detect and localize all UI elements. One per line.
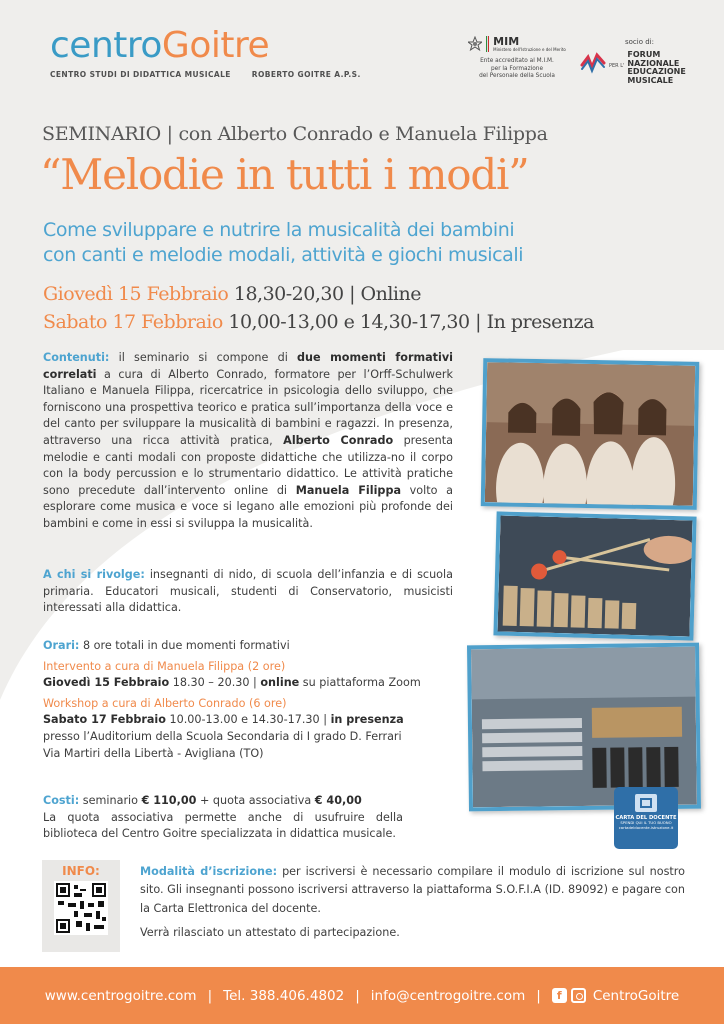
forum-per: PER L' bbox=[609, 63, 625, 69]
costi-note: La quota associativa permette anche di usufruire della biblioteca del Centro Goitre specializzata in didattica musicale. bbox=[43, 810, 403, 841]
workshop-place-2: Via Martiri della Libertà - Avigliana (TO) bbox=[43, 746, 264, 760]
costi-price-seminar: € 110,00 bbox=[141, 794, 197, 807]
modalita-text: per iscriversi è necessario compilare il modulo di iscrizione sul nostro sito. Gli insegnanti possono iscriversi attraverso la piattaforma S.O.F.I.A (ID. 89092) e pagare con la Carta Elettronica del docente. bbox=[140, 865, 685, 915]
contenuti-section bbox=[43, 350, 453, 533]
date2-day: Sabato 17 Febbraio bbox=[43, 311, 223, 333]
logo-subtitle-left: CENTRO STUDI DI DIDATTICA MUSICALE bbox=[50, 70, 231, 79]
workshop-place-1: presso l’Auditorium della Scuola Secondaria di I grado D. Ferrari bbox=[43, 729, 402, 743]
mim-text-3: del Personale della Scuola bbox=[479, 73, 555, 79]
footer-separator: | bbox=[207, 987, 213, 1004]
mim-small: Ministero dell'Istruzione e del Merito bbox=[493, 47, 566, 52]
target-text: insegnanti di nido, di scuola dell’infanzia e di scuola primaria. Educatori musicali, studenti di Conservatorio, musicisti interessati alla didattica. bbox=[43, 568, 453, 615]
date1-day: Giovedì 15 Febbraio bbox=[43, 283, 229, 305]
carta-del-docente-badge[interactable] bbox=[614, 787, 678, 849]
forum-line-1: FORUM bbox=[627, 50, 661, 59]
facebook-icon[interactable]: f bbox=[552, 988, 567, 1003]
carta-subtitle: SPENDI QUI IL TUO BUONO bbox=[620, 820, 672, 825]
contenuti-label: Contenuti: bbox=[43, 351, 110, 364]
page-subtitle bbox=[43, 218, 603, 268]
mim-text-1: Ente accreditato al M.I.M. bbox=[480, 58, 554, 64]
page-title: “Melodie in tutti i modi” bbox=[40, 150, 529, 199]
enrollment-section bbox=[140, 863, 685, 943]
photo-xylophone-mallets bbox=[493, 511, 696, 640]
contenuti-text-4: volto a esplorare come musica e voce si legano alle emozioni più profonde dei bambini e come in essi si sviluppa la musicalità. bbox=[43, 483, 453, 530]
intervento-mode: online bbox=[260, 676, 300, 690]
forum-line-2: NAZIONALE bbox=[627, 58, 680, 68]
subtitle-line-2: con canti e melodie modali, attività e giochi musicali bbox=[43, 244, 524, 266]
carta-qr-icon bbox=[635, 794, 657, 812]
intervento-day: Giovedì 15 Febbraio bbox=[43, 676, 170, 690]
costi-text-1: seminario bbox=[79, 794, 142, 807]
costi-label: Costi: bbox=[43, 794, 80, 807]
footer-separator: | bbox=[355, 987, 360, 1004]
costi-price-quota: € 40,00 bbox=[314, 794, 362, 807]
orari-label: Orari: bbox=[43, 639, 80, 652]
contenuti-text-1: il seminario si compone di bbox=[109, 351, 298, 364]
logo-word-goitre: Goitre bbox=[161, 25, 270, 66]
orari-section bbox=[43, 638, 453, 762]
qr-code-icon[interactable] bbox=[54, 881, 108, 935]
attestato-text: Verrà rilasciato un attestato di partecipazione. bbox=[140, 926, 400, 940]
centro-goitre-logo[interactable] bbox=[50, 26, 379, 79]
mim-flag-icon bbox=[486, 36, 489, 52]
carta-title: CARTA DEL DOCENTE bbox=[615, 815, 677, 821]
intervento-time: 18.30 – 20.30 | bbox=[169, 676, 261, 690]
footer-bar bbox=[0, 967, 724, 1024]
contenuti-text-3: presenta melodie e canti modali con proposte didattiche che utilizza-no il corpo con la body percussion e lo strumentario didattico. Le attività pratiche sono precedute dall’intervento online di bbox=[43, 433, 453, 497]
footer-social-handle[interactable]: CentroGoitre bbox=[592, 987, 680, 1004]
info-title: INFO: bbox=[62, 864, 100, 878]
orari-text: 8 ore totali in due momenti formativi bbox=[79, 639, 290, 652]
date-line-1 bbox=[43, 283, 421, 305]
workshop-title: Workshop a cura di Alberto Conrado (6 ore) bbox=[43, 696, 287, 710]
footer-phone[interactable]: Tel. 388.406.4802 bbox=[223, 987, 345, 1004]
info-box bbox=[42, 860, 120, 952]
modalita-label: Modalità d’iscrizione: bbox=[140, 865, 278, 878]
photo-children-singing bbox=[481, 358, 700, 510]
seminar-kicker: SEMINARIO | con Alberto Conrado e Manuela Filippa bbox=[42, 123, 548, 145]
contenuti-bold-3: Manuela Filippa bbox=[295, 483, 401, 497]
logo-word-centro: centro bbox=[50, 25, 162, 66]
contenuti-text-2: a cura di Alberto Conrado, formatore per l’Orff-Schulwerk Italiano e Manuela Filippa, ricercatrice in psicologia dello sviluppo, che forniscono una prospettiva teorico e pratica sull’importanza della voce e del canto per sviluppare la musicalità di bambini e ragazzi. In presenza, attraverso una ricca attività pratica, bbox=[43, 367, 453, 447]
forum-socio-label: socio di: bbox=[625, 38, 654, 46]
costi-text-2: + quota associativa bbox=[196, 794, 315, 807]
contenuti-bold-1: due momenti formativi correlati bbox=[43, 351, 453, 381]
forum-line-4: MUSICALE bbox=[627, 75, 674, 85]
date-line-2 bbox=[43, 311, 594, 333]
target-section bbox=[43, 567, 453, 617]
workshop-day: Sabato 17 Febbraio bbox=[43, 713, 166, 727]
footer-website-link[interactable]: www.centrogoitre.com bbox=[44, 987, 197, 1004]
mim-accreditation bbox=[468, 36, 566, 81]
workshop-mode: in presenza bbox=[330, 713, 404, 727]
italian-emblem-icon bbox=[468, 36, 482, 52]
subtitle-line-1: Come sviluppare e nutrire la musicalità dei bambini bbox=[43, 219, 515, 241]
forum-symbol-icon bbox=[580, 49, 606, 75]
intervento-details bbox=[43, 675, 453, 692]
logo-subtitle-right: ROBERTO GOITRE A.P.S. bbox=[251, 70, 361, 79]
target-label: A chi si rivolge: bbox=[43, 568, 145, 581]
mim-text-2: per la Formazione bbox=[490, 65, 544, 72]
footer-email-link[interactable]: info@centrogoitre.com bbox=[370, 987, 526, 1004]
intervento-title: Intervento a cura di Manuela Filippa (2 ore) bbox=[43, 659, 286, 673]
workshop-details bbox=[43, 712, 453, 729]
date2-rest: 10,00-13,00 e 14,30-17,30 | In presenza bbox=[222, 311, 594, 333]
footer-separator: | bbox=[536, 987, 541, 1004]
workshop-time: 10.00-13.00 e 14.30-17.30 | bbox=[165, 713, 331, 727]
date1-rest: 18,30-20,30 | Online bbox=[228, 283, 421, 305]
contenuti-bold-2: Alberto Conrado bbox=[283, 433, 394, 447]
carta-url: cartadeldocente.istruzione.it bbox=[618, 824, 674, 830]
forum-line-3: EDUCAZIONE bbox=[627, 67, 686, 76]
costi-section bbox=[43, 793, 453, 843]
forum-logo bbox=[580, 38, 700, 85]
instagram-icon[interactable] bbox=[571, 988, 586, 1003]
intervento-platform: su piattaforma Zoom bbox=[299, 676, 421, 690]
mim-label: MIM bbox=[493, 35, 520, 48]
